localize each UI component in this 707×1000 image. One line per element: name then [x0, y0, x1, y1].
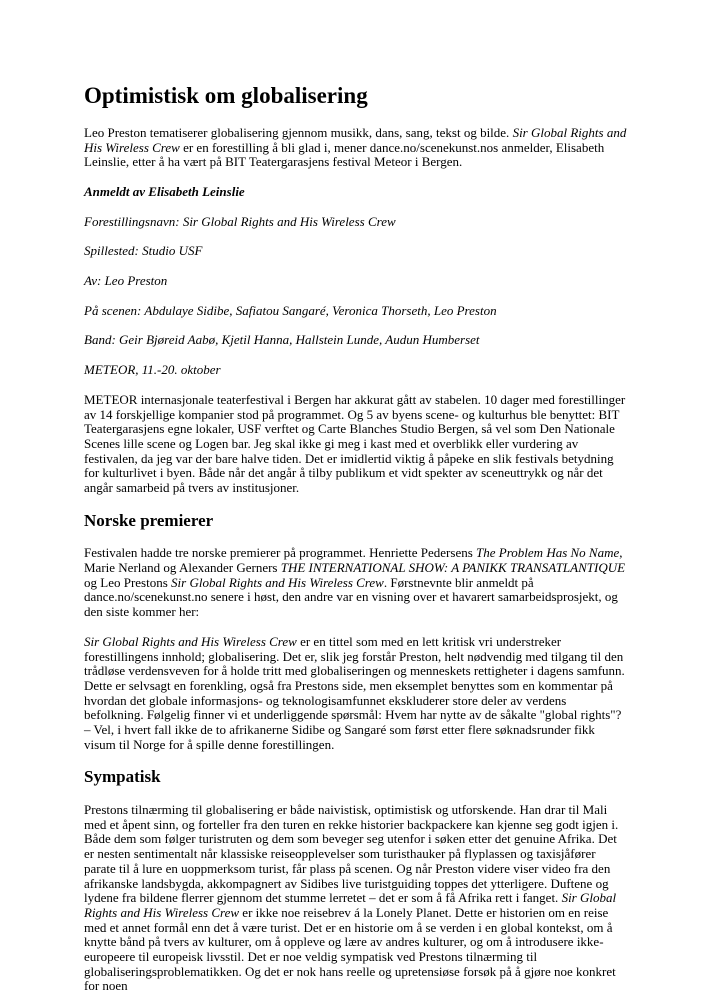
meta-performers: På scenen: Abdulaye Sidibe, Safiatou Sangaré, Veronica Thorseth, Leo Preston: [84, 302, 497, 318]
article-title: Optimistisk om globalisering: [84, 83, 368, 108]
lead-run-1: Leo Preston tematiserer globalisering gjennom musikk, dans, sang, tekst og bilde.: [84, 124, 513, 140]
analysis-show-title: Sir Global Rights and His Wireless Crew: [84, 633, 297, 649]
meta-festival-dates: METEOR, 11.-20. oktober: [84, 362, 221, 378]
byline: Anmeldt av Elisabeth Leinslie: [84, 183, 245, 199]
lead-paragraph: [84, 126, 629, 170]
meta-author: Av: Leo Preston: [84, 273, 168, 289]
paragraph-meteor: METEOR internasjonale teaterfestival i Bergen har akkurat gått av stabelen. 10 dager med forestillinger av 14 forskjellige kompanier stod på programmet. Og 5 av byens scene- og kulturhus ble benyttet: BIT Teatergarasjens egne lokaler, USF verftet og Carte Blanches Studio Bergen, så vel som Den Nationale Scenes lille scene og Logen bar. Jeg skal ikke gi meg i kast med et overblikk eller vurdering av festivalen, da jeg var der bare halve tiden. Det er imidlertid viktig å påpeke en slik festivals betydning for kulturlivet i byen. Både når det angår å tilby publikum et vidt spekter av sceneuttrykk og når det angår samarbeid på tvers av institusjoner.: [84, 391, 626, 496]
sympatisk-run-2: er ikke noe reisebrev á la Lonely Planet. Dette er historien om en reise med et annet formål enn det å være turist. Det er en historie om å se verden i en global kontekst, om å knytte bånd på tvers av kulturer, om å oppleve og lære av andres kulturer, og om å introdusere ikke-europeere til europeisk livsstil. Det er noe veldig sympatisk ved Prestons tilnærming til globaliseringsproblematikken. Og det er nok hans reelle og upretensiøse forsøk på å gjøre noe konkret for noen: [84, 904, 616, 994]
premieres-show-title-2: THE INTERNATIONAL SHOW: A PANIKK TRANSATLANTIQUE: [280, 560, 626, 576]
sympatisk-run-1: Prestons tilnærming til globalisering er både naivistisk, optimistisk og utforskende. Han drar til Mali med et åpent sinn, og forteller fra den turen en rekke historier backpackere kan kjenne seg godt igjen i. Både dem som følger turistruten og dem som beveger seg utenfor i søken etter det genuine Afrika. Det er nesten sentimentalt når klassiske reiseopplevelser som turisthauker på flyplassen og taxisjåfører parate til å lure en uoppmerksom turist, får plass på scenen. Og når Preston videre viser video fra den afrikanske landsbygda, akkompagnert av Sidibes live turistguiding toppes det ytterligere. Duftene og lydene fra bildene flerrer gjennom det stumme lerretet – det er som å få Afrika rett i fanget.: [84, 802, 619, 906]
heading-sympatisk: Sympatisk: [84, 767, 161, 787]
premieres-run-4: . Førstnevnte blir anmeldt på dance.no/scenekunst.no senere i høst, den andre var en visning over et havarert samarbeidsprosjekt, og den siste kommer her:: [84, 574, 618, 620]
paragraph-title-analysis: [84, 635, 629, 753]
paragraph-premieres: [84, 546, 629, 620]
paragraph-sympatisk: [84, 803, 629, 994]
premieres-run-2: , Marie Nerland og Alexander Gerners: [84, 545, 623, 576]
lead-show-title: Sir Global Rights and His Wireless Crew: [84, 124, 627, 155]
premieres-show-title-1: The Problem Has No Name: [476, 545, 620, 561]
meta-band: Band: Geir Bjøreid Aabø, Kjetil Hanna, Hallstein Lunde, Audun Humberset: [84, 332, 480, 348]
premieres-run-3: og Leo Prestons: [84, 574, 172, 590]
premieres-run-1: Festivalen hadde tre norske premierer på programmet. Henriette Pedersens: [84, 545, 477, 561]
lead-run-2: er en forestilling å bli glad i, mener dance.no/scenekunst.nos anmelder, Elisabeth Leinslie, etter å ha vært på BIT Teatergarasjens festival Meteor i Bergen.: [84, 139, 605, 170]
sympatisk-show-title: Sir Global Rights and His Wireless Crew: [84, 890, 617, 920]
analysis-run-1: er en tittel som med en lett kritisk vri understreker forestillingens innhold; globalisering. Det er, slik jeg forstår Preston, helt nødvendig med tilgang til den trådløse verdensveven for å holde tritt med globaliseringen og menneskets rettigheter i dagens samfunn. Dette er selvsagt en forenkling, også fra Prestons side, men eksemplet benyttes som en kommentar på hvordan det globale informasjons- og teknologisamfunnet ekskluderer store deler av verdens befolkning. Følgelig finner vi et underliggende spørsmål: Hvem har nytte av de såkalte "global rights"? – Vel, i hvert fall ikke de to afrikanerne Sidibe og Sangaré som først etter flere søknadsrunder fikk visum til Norge for å spille denne forestillingen.: [84, 633, 625, 752]
premieres-show-title-3: Sir Global Rights and His Wireless Crew: [171, 574, 384, 590]
heading-norske-premierer: Norske premierer: [84, 510, 214, 530]
meta-venue: Spillested: Studio USF: [84, 243, 203, 259]
meta-show-name: Forestillingsnavn: Sir Global Rights and His Wireless Crew: [84, 213, 396, 229]
